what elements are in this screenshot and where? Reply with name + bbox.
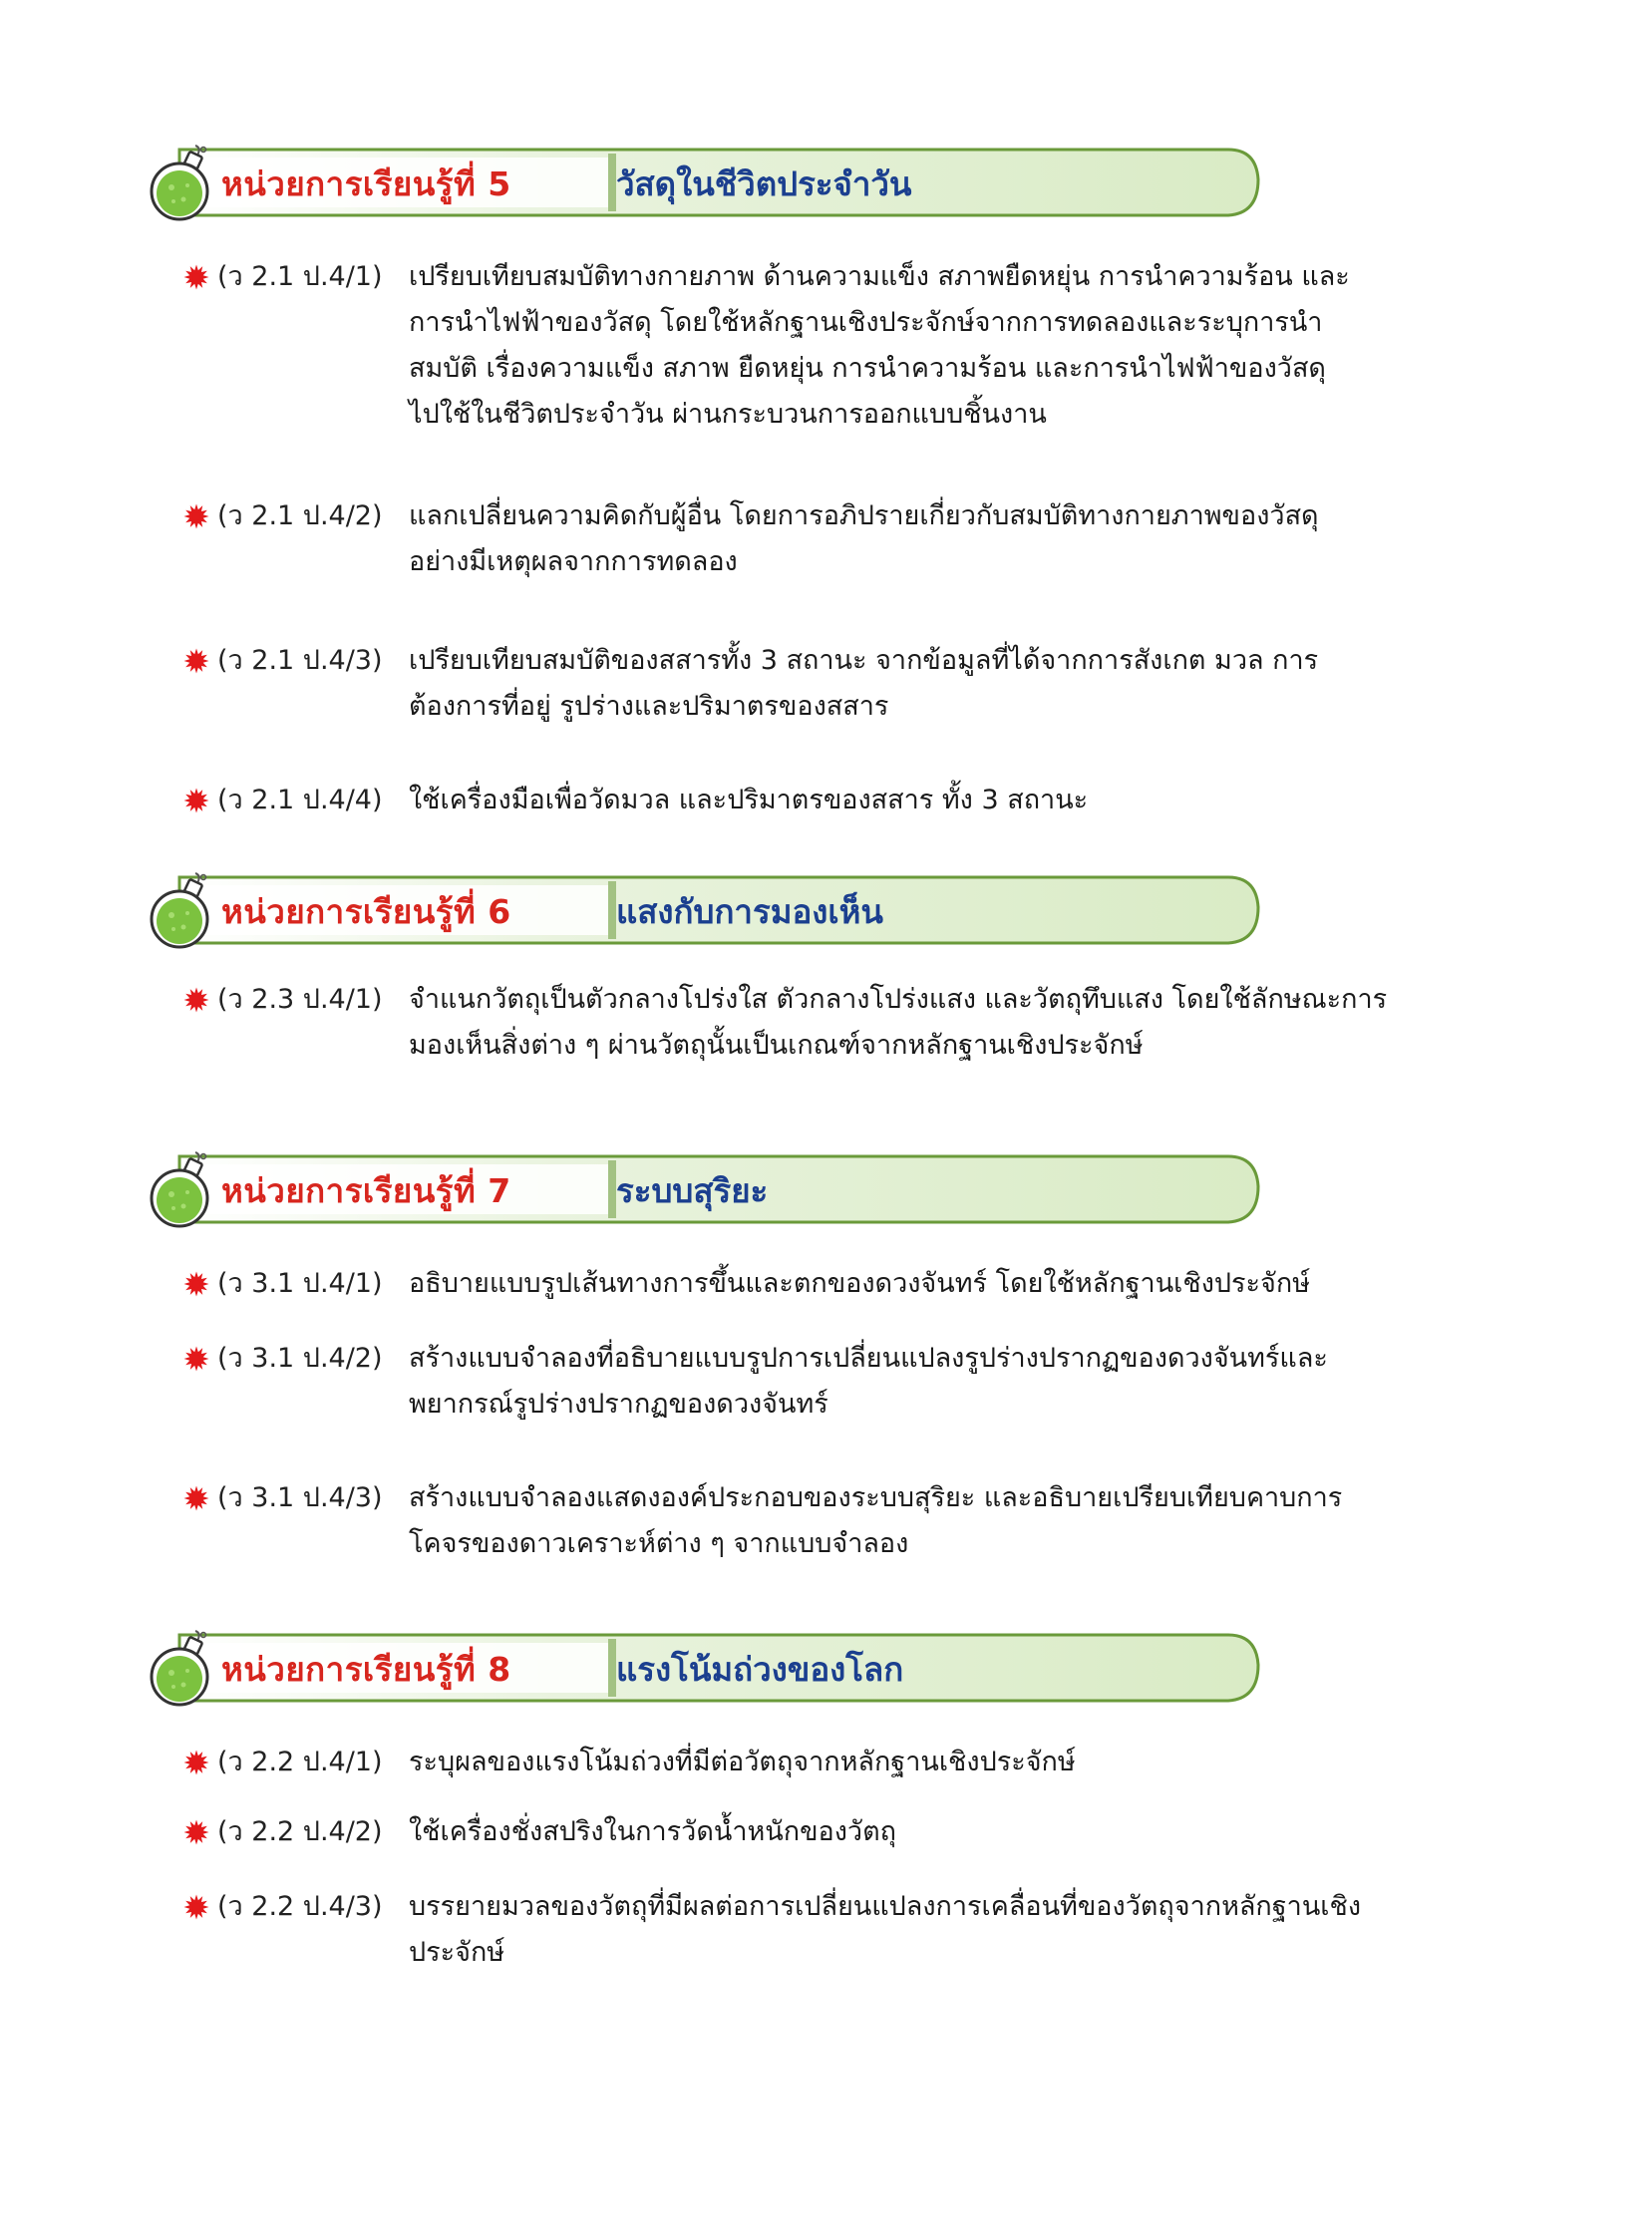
indicator-text-line: ต้องการที่อยู่ รูปร่างและปริมาตรของสสาร [409, 691, 889, 722]
star-bullet-icon [183, 1894, 209, 1920]
indicator-text-line: ไปใช้ในชีวิตประจำวัน ผ่านกระบวนการออกแบบชิ้นงาน [409, 399, 1047, 430]
indicator-code: (ว 2.2 ป.4/2) [217, 1816, 383, 1847]
indicator-code: (ว 2.1 ป.4/1) [217, 261, 383, 292]
star-bullet-icon [183, 1819, 209, 1845]
star-bullet-icon [183, 264, 209, 290]
indicator-text-line: มองเห็นสิ่งต่าง ๆ ผ่านวัตถุนั้นเป็นเกณฑ์จากหลักฐานเชิงประจักษ์ [409, 1030, 1144, 1061]
indicator-text-line: จำแนกวัตถุเป็นตัวกลางโปร่งใส ตัวกลางโปร่งแสง และวัตถุทึบแสง โดยใช้ลักษณะการ [409, 984, 1388, 1015]
flask-icon [146, 871, 223, 953]
indicator-code: (ว 2.3 ป.4/1) [217, 984, 383, 1015]
flask-icon [146, 1150, 223, 1232]
indicator-text-line: แลกเปลี่ยนความคิดกับผู้อื่น โดยการอภิปรายเกี่ยวกับสมบัติทางกายภาพของวัสดุ [409, 500, 1319, 531]
star-bullet-icon [183, 503, 209, 529]
indicator-text-line: เปรียบเทียบสมบัติทางกายภาพ ด้านความแข็ง สภาพยืดหยุ่น การนำความร้อน และ [409, 261, 1350, 292]
unit-label: หน่วยการเรียนรู้ที่ 6 [221, 892, 511, 931]
unit-label: หน่วยการเรียนรู้ที่ 7 [221, 1171, 511, 1210]
unit-header [140, 140, 1266, 225]
indicator-text [409, 493, 1515, 585]
indicator-code: (ว 2.1 ป.4/3) [217, 645, 383, 676]
indicator-text-line: สมบัติ เรื่องความแข็ง สภาพ ยืดหยุ่น การนำความร้อน และการนำไฟฟ้าของวัสดุ [409, 353, 1326, 384]
indicator-text-line: ประจักษ์ [409, 1937, 505, 1968]
indicator-code: (ว 2.2 ป.4/3) [217, 1891, 383, 1922]
indicator-code: (ว 3.1 ป.4/1) [217, 1268, 383, 1299]
star-bullet-icon [183, 987, 209, 1013]
indicator-text-line: การนำไฟฟ้าของวัสดุ โดยใช้หลักฐานเชิงประจักษ์จากการทดลองและระบุการนำ [409, 307, 1323, 338]
flask-icon [146, 144, 223, 225]
unit-label: หน่วยการเรียนรู้ที่ 8 [221, 1650, 511, 1689]
star-bullet-icon [183, 1346, 209, 1372]
unit-header [140, 1625, 1266, 1711]
indicator-text-line: อธิบายแบบรูปเส้นทางการขึ้นและตกของดวงจันทร์ โดยใช้หลักฐานเชิงประจักษ์ [409, 1268, 1311, 1299]
unit-header [140, 1146, 1266, 1232]
indicator-text [409, 977, 1515, 1069]
unit-label: หน่วยการเรียนรู้ที่ 5 [221, 164, 511, 203]
star-bullet-icon [183, 1271, 209, 1297]
unit-title: แสงกับการมองเห็น [616, 892, 883, 931]
indicator-text-line: โคจรของดาวเคราะห์ต่าง ๆ จากแบบจำลอง [409, 1528, 909, 1559]
star-bullet-icon [183, 1750, 209, 1775]
indicator-text [409, 1336, 1515, 1428]
star-bullet-icon [183, 788, 209, 813]
indicator-code: (ว 2.1 ป.4/4) [217, 785, 383, 815]
indicator-code: (ว 2.1 ป.4/2) [217, 500, 383, 531]
indicator-text-line: พยากรณ์รูปร่างปรากฏของดวงจันทร์ [409, 1389, 828, 1420]
indicator-text [409, 1884, 1515, 1976]
star-bullet-icon [183, 1485, 209, 1511]
indicator-text [409, 638, 1515, 730]
indicator-code: (ว 2.2 ป.4/1) [217, 1747, 383, 1777]
unit-title: แรงโน้มถ่วงของโลก [616, 1650, 904, 1689]
unit-header [140, 867, 1266, 953]
indicator-text [409, 1261, 1515, 1307]
indicator-code: (ว 3.1 ป.4/2) [217, 1343, 383, 1374]
indicator-text-line: สร้างแบบจำลองที่อธิบายแบบรูปการเปลี่ยนแปลงรูปร่างปรากฏของดวงจันทร์และ [409, 1343, 1328, 1374]
indicator-text [409, 1809, 1515, 1855]
indicator-text [409, 1475, 1515, 1567]
indicator-text-line: ระบุผลของแรงโน้มถ่วงที่มีต่อวัตถุจากหลักฐานเชิงประจักษ์ [409, 1747, 1076, 1777]
indicator-text [409, 254, 1515, 438]
indicator-text-line: ใช้เครื่องชั่งสปริงในการวัดน้ำหนักของวัตถุ [409, 1816, 896, 1847]
indicator-code: (ว 3.1 ป.4/3) [217, 1482, 383, 1513]
indicator-text-line: สร้างแบบจำลองแสดงองค์ประกอบของระบบสุริยะ และอธิบายเปรียบเทียบคาบการ [409, 1482, 1343, 1513]
flask-icon [146, 1629, 223, 1711]
indicator-text-line: บรรยายมวลของวัตถุที่มีผลต่อการเปลี่ยนแปลงการเคลื่อนที่ของวัตถุจากหลักฐานเชิง [409, 1891, 1362, 1922]
star-bullet-icon [183, 648, 209, 674]
indicator-text [409, 1740, 1515, 1785]
indicator-text-line: ใช้เครื่องมือเพื่อวัดมวล และปริมาตรของสสาร ทั้ง 3 สถานะ [409, 785, 1089, 815]
unit-title: วัสดุในชีวิตประจำวัน [616, 164, 912, 203]
unit-title: ระบบสุริยะ [616, 1171, 769, 1210]
indicator-text-line: เปรียบเทียบสมบัติของสสารทั้ง 3 สถานะ จากข้อมูลที่ได้จากการสังเกต มวล การ [409, 645, 1319, 676]
indicator-text-line: อย่างมีเหตุผลจากการทดลอง [409, 546, 738, 577]
indicator-text [409, 778, 1515, 823]
